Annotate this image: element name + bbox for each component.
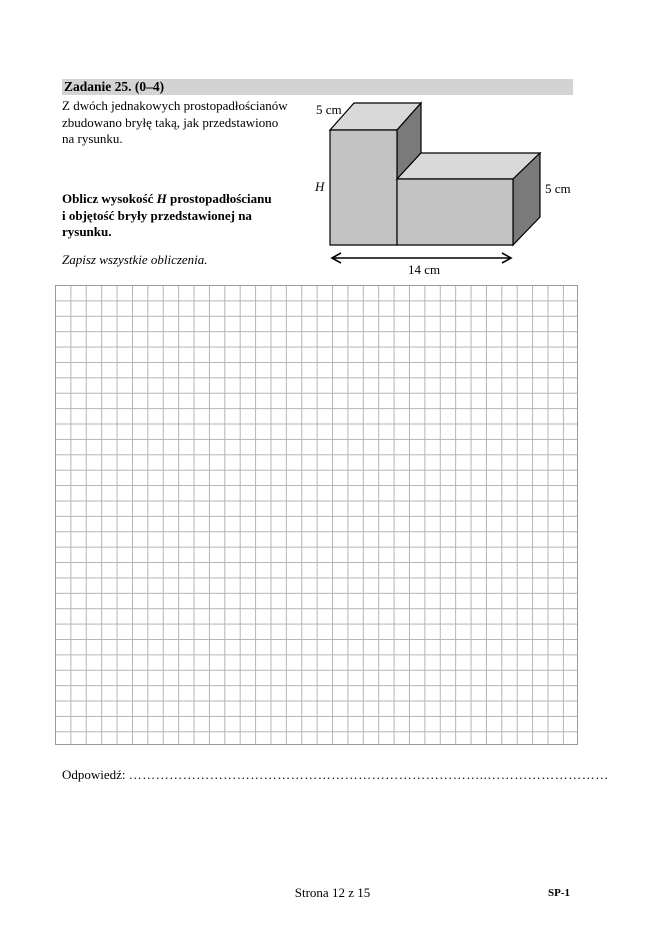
instruction-line: rysunku. bbox=[62, 224, 112, 239]
exam-code: SP-1 bbox=[548, 887, 570, 899]
task-title: Zadanie 25. (0–4) bbox=[64, 79, 165, 94]
calculation-grid[interactable] bbox=[55, 285, 578, 745]
label-height-h: H bbox=[315, 179, 325, 194]
answer-dots[interactable]: ……………………………………………………………………..……………………… bbox=[128, 767, 609, 782]
task-note: Zapisz wszystkie obliczenia. bbox=[62, 252, 208, 267]
low-cuboid-front-face bbox=[397, 179, 513, 245]
intro-line: Z dwóch jednakowych prostopadłościanów bbox=[62, 98, 288, 113]
intro-line: na rysunku. bbox=[62, 131, 123, 146]
solid-figure bbox=[300, 95, 590, 280]
answer-line bbox=[62, 767, 609, 783]
tall-cuboid-front-face bbox=[330, 130, 397, 245]
page-number: Strona 12 z 15 bbox=[294, 885, 371, 900]
label-top-width: 5 cm bbox=[316, 102, 342, 117]
label-right-height: 5 cm bbox=[545, 181, 571, 196]
variable-h: H bbox=[156, 191, 167, 206]
answer-label: Odpowiedź: bbox=[62, 767, 129, 782]
label-bottom-length: 14 cm bbox=[408, 262, 441, 277]
instruction-line: i objętość bryły przedstawionej na bbox=[62, 207, 252, 223]
instruction-part: prostopadłościanu bbox=[166, 191, 272, 206]
task-intro bbox=[62, 98, 302, 148]
instruction-part: Oblicz wysokość bbox=[62, 191, 157, 206]
intro-line: zbudowano bryłę taką, jak przedstawiono bbox=[62, 114, 279, 130]
task-instruction bbox=[62, 191, 292, 241]
